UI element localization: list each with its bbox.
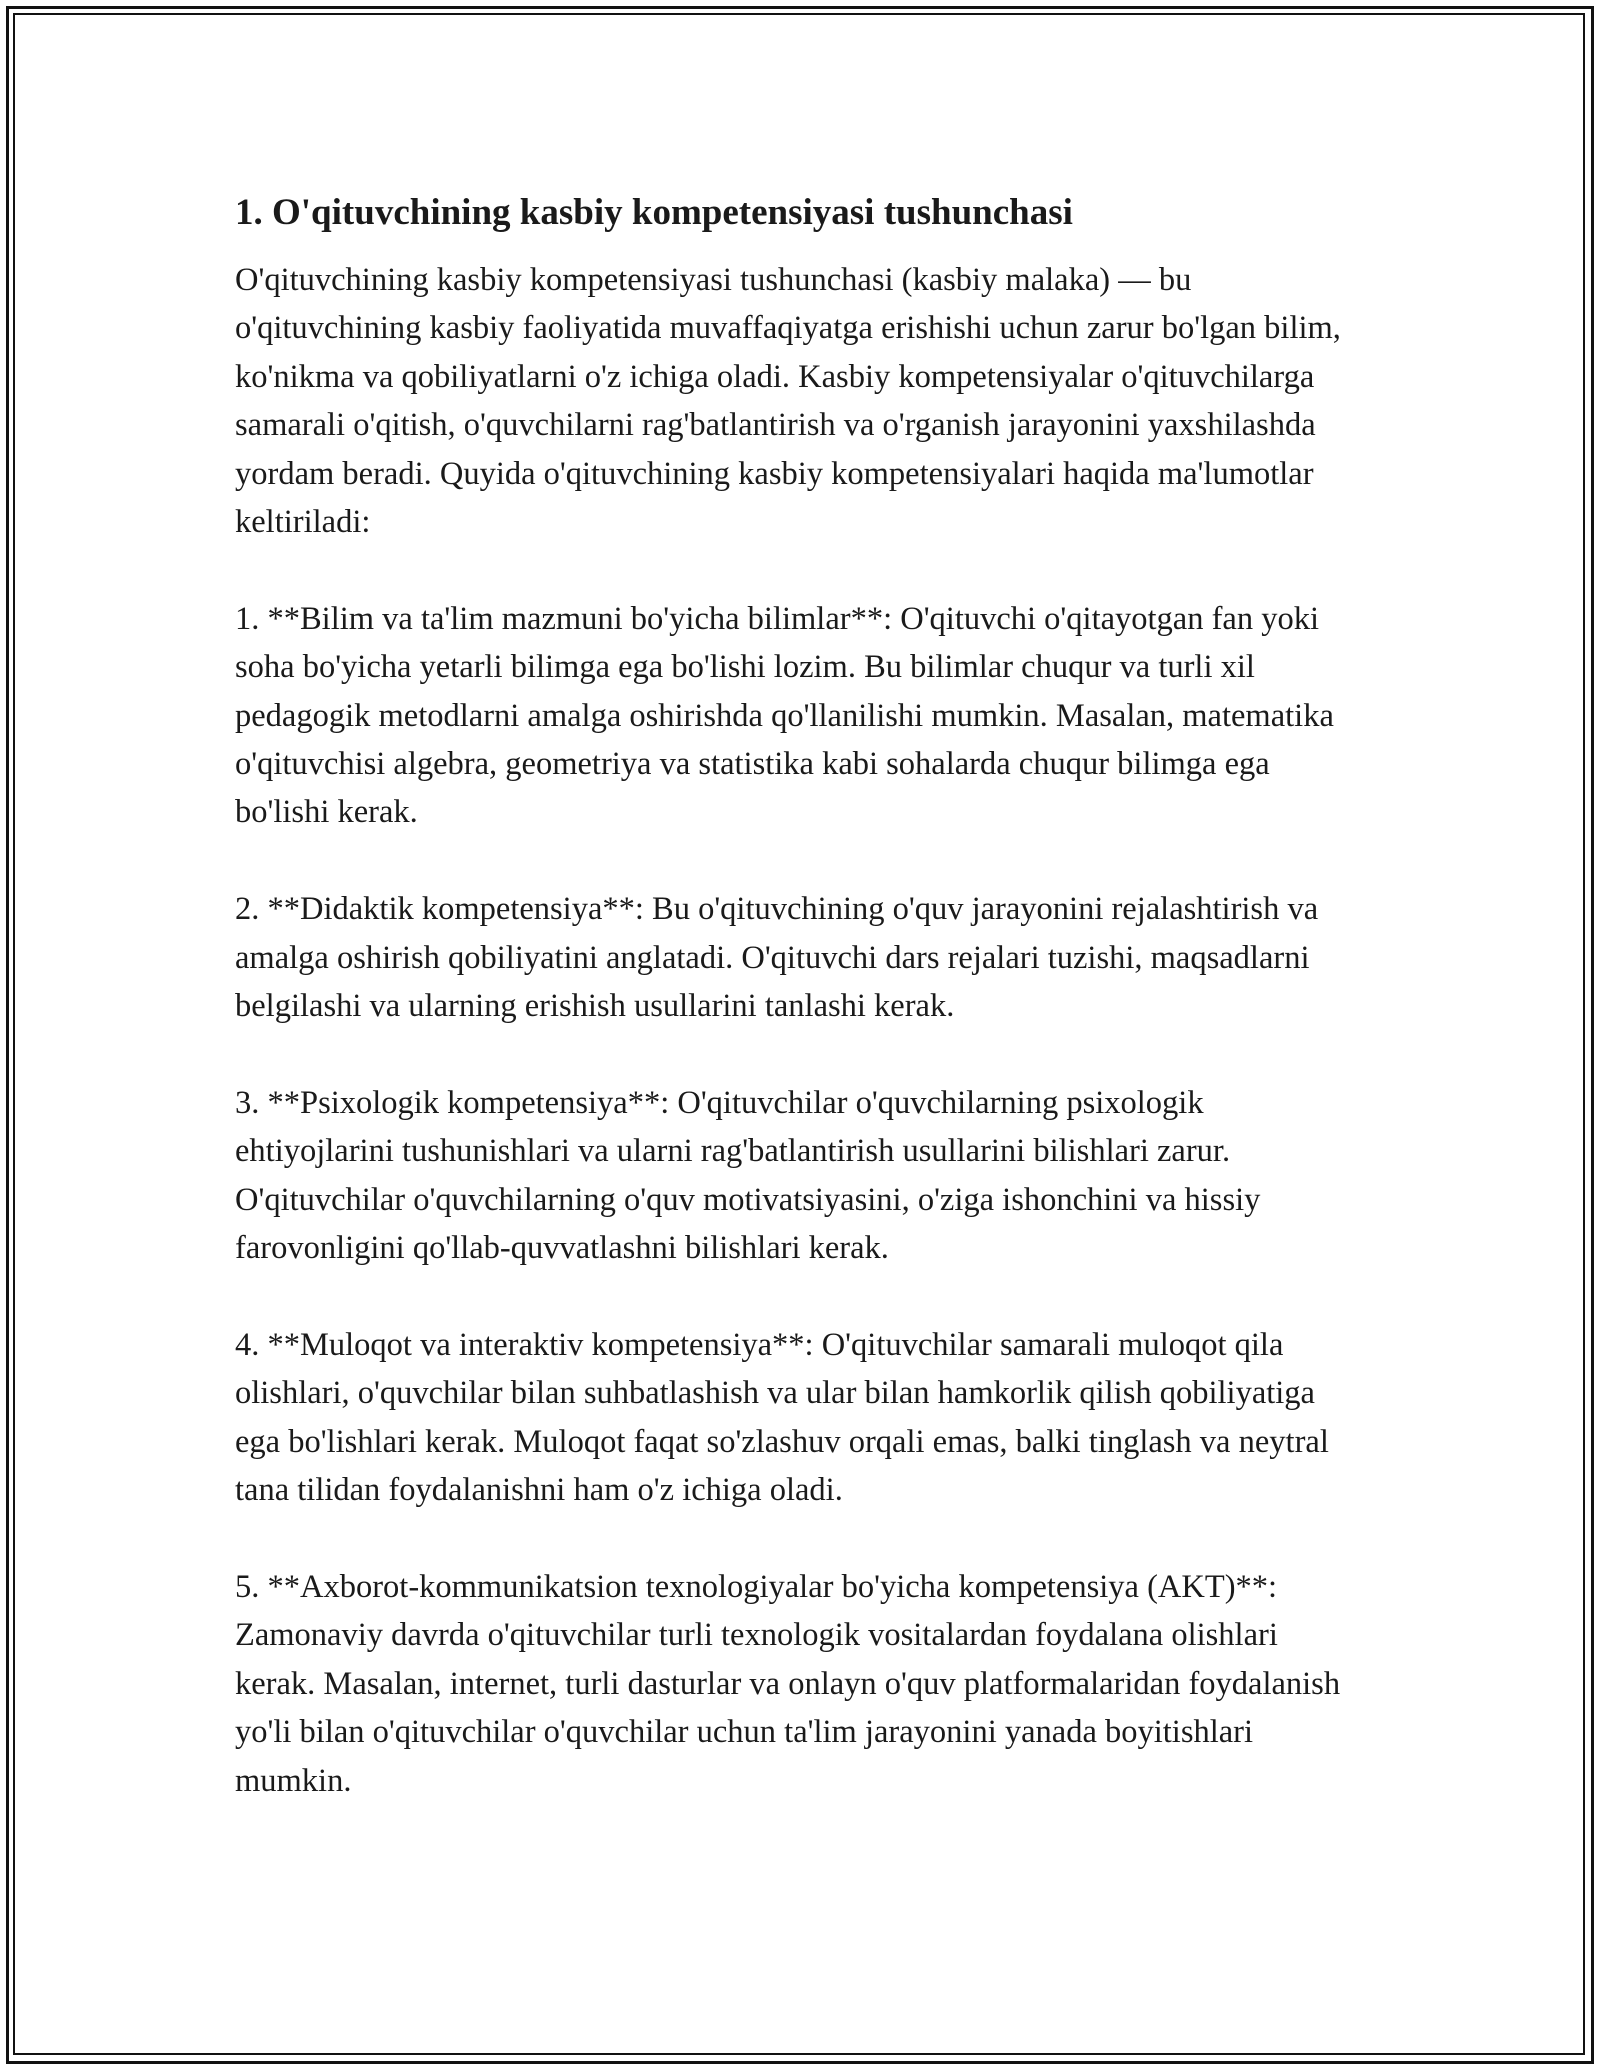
page-title: 1. O'qituvchining kasbiy kompetensiyasi tushunchasi [235,192,1073,233]
intro-paragraph: O'qituvchining kasbiy kompetensiyasi tushunchasi (kasbiy malaka) — bu o'qituvchining kasbiy faoliyatida muvaffaqiyatga erishishi uchun zarur bo'lgan bilim, ko'nikma va qobiliyatlarni o'z ichiga oladi. Kasbiy kompetensiyalar o'qituvchilarga samarali o'qitish, o'quvchilarni rag'batlantirish va o'rganish jarayonini yaxshilashda yordam beradi. Quyida o'qituvchining kasbiy kompetensiyalari haqida ma'lumotlar keltiriladi: [235,262,1341,541]
list-item-didactic: 2. **Didaktik kompetensiya**: Bu o'qituvchining o'quv jarayonini rejalashtirish va amalga oshirish qobiliyatini anglatadi. O'qituvchi dars rejalari tuzishi, maqsadlarni belgilashi va ularning erishish usullarini tanlashi kerak. [235,891,1319,1025]
list-item-communication: 4. **Muloqot va interaktiv kompetensiya**: O'qituvchilar samarali muloqot qila olishlari, o'quvchilar bilan suhbatlashish va ular bilan hamkorlik qilish qobiliyatiga ega bo'lishlari kerak. Muloqot faqat so'zlashuv orqali emas, balki tinglash va neytral tana tilidan foydalanishni ham o'z ichiga oladi. [235,1326,1329,1509]
document-body [235,186,1365,1805]
list-item-knowledge: 1. **Bilim va ta'lim mazmuni bo'yicha bilimlar**: O'qituvchi o'qitayotgan fan yoki soha bo'yicha yetarli bilimga ega bo'lishi lozim. Bu bilimlar chuqur va turli xil pedagogik metodlarni amalga oshirishda qo'llanilishi mumkin. Masalan, matematika o'qituvchisi algebra, geometriya va statistika kabi sohalarda chuqur bilimga ega bo'lishi kerak. [235,600,1334,831]
list-item-ict: 5. **Axborot-kommunikatsion texnologiyalar bo'yicha kompetensiya (AKT)**: Zamonaviy davrda o'qituvchilar turli texnologik vositalardan foydalana olishlari kerak. Masalan, internet, turli dasturlar va onlayn o'quv platformalaridan foydalanish yo'li bilan o'qituvchilar o'quvchilar uchun ta'lim jarayonini yanada boyitishlari mumkin. [235,1568,1341,1799]
list-item-psychological: 3. **Psixologik kompetensiya**: O'qituvchilar o'quvchilarning psixologik ehtiyojlarini tushunishlari va ularni rag'batlantirish usullarini bilishlari zarur. O'qituvchilar o'quvchilarning o'quv motivatsiyasini, o'ziga ishonchini va hissiy farovonligini qo'llab-quvvatlashni bilishlari kerak. [235,1084,1261,1267]
